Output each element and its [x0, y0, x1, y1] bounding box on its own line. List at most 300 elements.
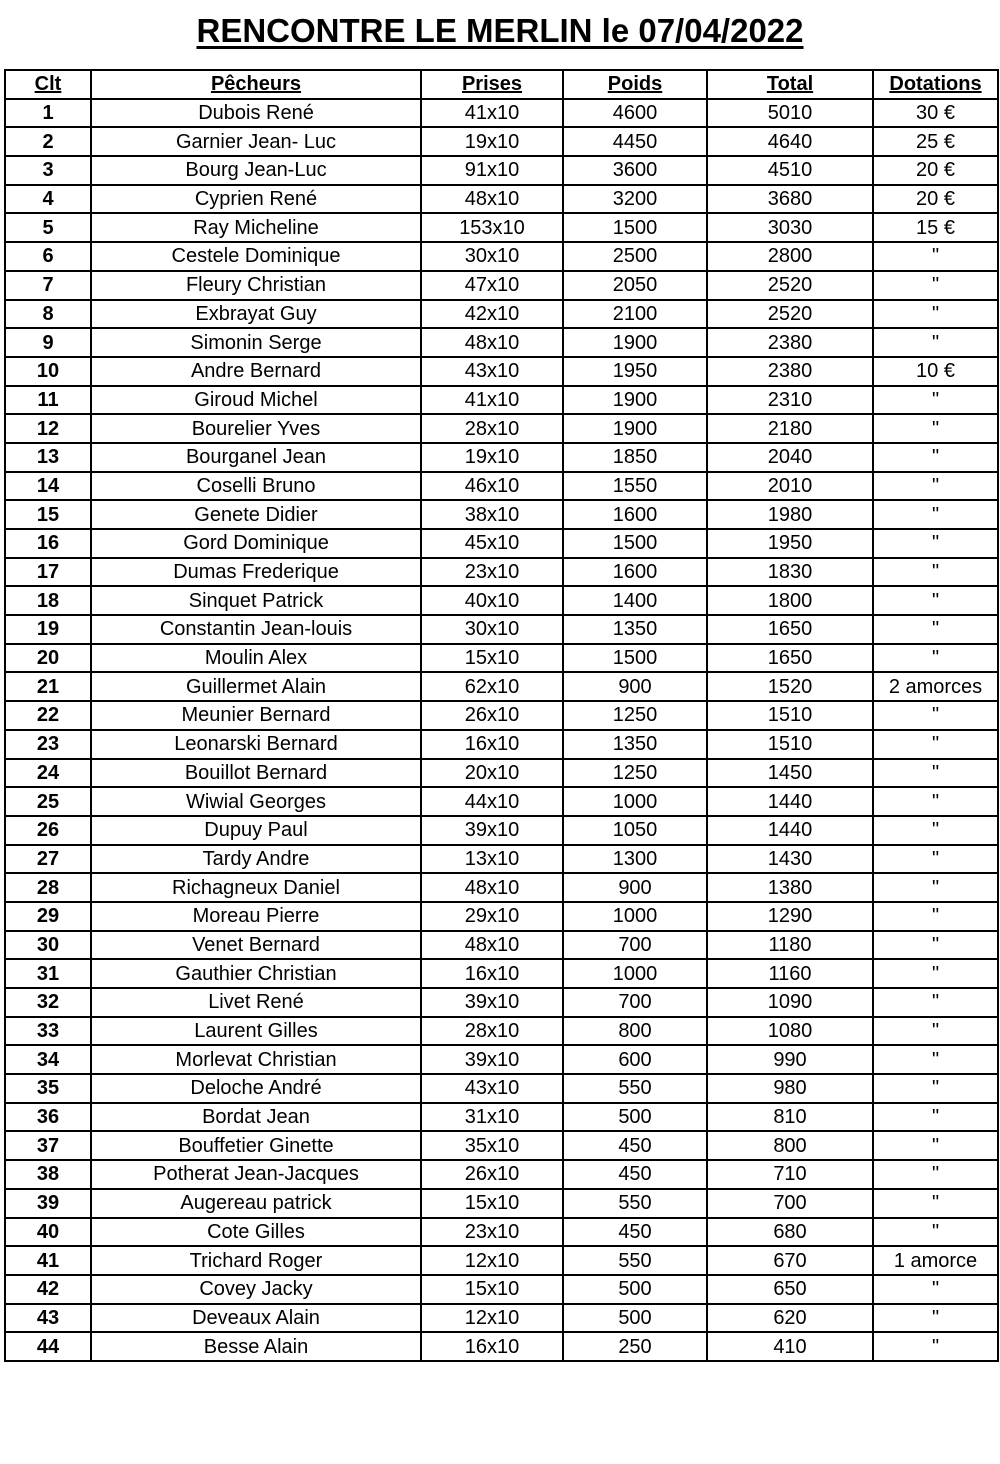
- clt-cell: 39: [5, 1189, 91, 1218]
- dotation-cell: 20 €: [873, 185, 998, 214]
- total-cell: 1080: [707, 1017, 873, 1046]
- clt-cell: 17: [5, 558, 91, 587]
- pecheur-name-cell: Richagneux Daniel: [91, 873, 421, 902]
- total-cell: 1290: [707, 902, 873, 931]
- column-header-pecheurs: Pêcheurs: [91, 70, 421, 99]
- header-row: [5, 70, 998, 99]
- poids-cell: 450: [563, 1160, 707, 1189]
- prises-cell: 45x10: [421, 529, 563, 558]
- results-table: [4, 69, 999, 1362]
- clt-cell: 5: [5, 213, 91, 242]
- clt-cell: 18: [5, 586, 91, 615]
- dotation-cell: 30 €: [873, 99, 998, 128]
- total-cell: 2380: [707, 328, 873, 357]
- dotation-cell: ": [873, 1189, 998, 1218]
- clt-cell: 11: [5, 386, 91, 415]
- total-cell: 710: [707, 1160, 873, 1189]
- poids-cell: 2100: [563, 300, 707, 329]
- total-cell: 990: [707, 1045, 873, 1074]
- prises-cell: 28x10: [421, 414, 563, 443]
- clt-cell: 36: [5, 1103, 91, 1132]
- prises-cell: 19x10: [421, 127, 563, 156]
- table-row: [5, 213, 998, 242]
- table-row: [5, 759, 998, 788]
- poids-cell: 1250: [563, 759, 707, 788]
- clt-cell: 26: [5, 816, 91, 845]
- prises-cell: 41x10: [421, 386, 563, 415]
- clt-cell: 25: [5, 787, 91, 816]
- pecheur-name-cell: Dupuy Paul: [91, 816, 421, 845]
- clt-cell: 14: [5, 472, 91, 501]
- clt-cell: 19: [5, 615, 91, 644]
- clt-cell: 32: [5, 988, 91, 1017]
- total-cell: 650: [707, 1275, 873, 1304]
- total-cell: 2380: [707, 357, 873, 386]
- table-row: [5, 414, 998, 443]
- prises-cell: 16x10: [421, 730, 563, 759]
- table-row: [5, 386, 998, 415]
- total-cell: 2520: [707, 300, 873, 329]
- poids-cell: 4600: [563, 99, 707, 128]
- prises-cell: 16x10: [421, 1332, 563, 1361]
- total-cell: 1090: [707, 988, 873, 1017]
- clt-cell: 15: [5, 500, 91, 529]
- clt-cell: 41: [5, 1246, 91, 1275]
- table-row: [5, 1246, 998, 1275]
- clt-cell: 27: [5, 845, 91, 874]
- dotation-cell: 20 €: [873, 156, 998, 185]
- prises-cell: 48x10: [421, 931, 563, 960]
- prises-cell: 41x10: [421, 99, 563, 128]
- prises-cell: 39x10: [421, 988, 563, 1017]
- dotation-cell: ": [873, 988, 998, 1017]
- poids-cell: 700: [563, 931, 707, 960]
- poids-cell: 3600: [563, 156, 707, 185]
- table-row: [5, 816, 998, 845]
- clt-cell: 3: [5, 156, 91, 185]
- poids-cell: 900: [563, 672, 707, 701]
- dotation-cell: ": [873, 959, 998, 988]
- total-cell: 4640: [707, 127, 873, 156]
- pecheur-name-cell: Moulin Alex: [91, 644, 421, 673]
- dotation-cell: ": [873, 816, 998, 845]
- poids-cell: 1000: [563, 959, 707, 988]
- total-cell: 1650: [707, 644, 873, 673]
- pecheur-name-cell: Augereau patrick: [91, 1189, 421, 1218]
- pecheur-name-cell: Gauthier Christian: [91, 959, 421, 988]
- total-cell: 5010: [707, 99, 873, 128]
- column-header-poids: Poids: [563, 70, 707, 99]
- pecheur-name-cell: Sinquet Patrick: [91, 586, 421, 615]
- table-row: [5, 902, 998, 931]
- pecheur-name-cell: Tardy Andre: [91, 845, 421, 874]
- prises-cell: 43x10: [421, 357, 563, 386]
- poids-cell: 550: [563, 1074, 707, 1103]
- table-row: [5, 1103, 998, 1132]
- clt-cell: 23: [5, 730, 91, 759]
- total-cell: 1450: [707, 759, 873, 788]
- prises-cell: 26x10: [421, 701, 563, 730]
- dotation-cell: 2 amorces: [873, 672, 998, 701]
- dotation-cell: ": [873, 558, 998, 587]
- poids-cell: 1850: [563, 443, 707, 472]
- dotation-cell: ": [873, 472, 998, 501]
- poids-cell: 550: [563, 1189, 707, 1218]
- dotation-cell: ": [873, 787, 998, 816]
- dotation-cell: ": [873, 1103, 998, 1132]
- dotation-cell: ": [873, 1074, 998, 1103]
- poids-cell: 500: [563, 1275, 707, 1304]
- prises-cell: 26x10: [421, 1160, 563, 1189]
- clt-cell: 22: [5, 701, 91, 730]
- prises-cell: 44x10: [421, 787, 563, 816]
- table-row: [5, 730, 998, 759]
- dotation-cell: 15 €: [873, 213, 998, 242]
- clt-cell: 13: [5, 443, 91, 472]
- table-row: [5, 443, 998, 472]
- dotation-cell: ": [873, 586, 998, 615]
- total-cell: 1430: [707, 845, 873, 874]
- pecheur-name-cell: Giroud Michel: [91, 386, 421, 415]
- table-row: [5, 127, 998, 156]
- pecheur-name-cell: Exbrayat Guy: [91, 300, 421, 329]
- dotation-cell: ": [873, 615, 998, 644]
- prises-cell: 153x10: [421, 213, 563, 242]
- prises-cell: 46x10: [421, 472, 563, 501]
- pecheur-name-cell: Andre Bernard: [91, 357, 421, 386]
- poids-cell: 1400: [563, 586, 707, 615]
- pecheur-name-cell: Meunier Bernard: [91, 701, 421, 730]
- dotation-cell: ": [873, 1332, 998, 1361]
- total-cell: 1380: [707, 873, 873, 902]
- table-row: [5, 959, 998, 988]
- dotation-cell: ": [873, 644, 998, 673]
- total-cell: 1160: [707, 959, 873, 988]
- dotation-cell: ": [873, 242, 998, 271]
- total-cell: 800: [707, 1131, 873, 1160]
- pecheur-name-cell: Bordat Jean: [91, 1103, 421, 1132]
- total-cell: 1980: [707, 500, 873, 529]
- dotation-cell: ": [873, 1275, 998, 1304]
- dotation-cell: ": [873, 500, 998, 529]
- prises-cell: 43x10: [421, 1074, 563, 1103]
- pecheur-name-cell: Deveaux Alain: [91, 1304, 421, 1333]
- dotation-cell: ": [873, 902, 998, 931]
- prises-cell: 47x10: [421, 271, 563, 300]
- poids-cell: 700: [563, 988, 707, 1017]
- pecheur-name-cell: Besse Alain: [91, 1332, 421, 1361]
- poids-cell: 1350: [563, 730, 707, 759]
- clt-cell: 6: [5, 242, 91, 271]
- table-row: [5, 242, 998, 271]
- pecheur-name-cell: Guillermet Alain: [91, 672, 421, 701]
- pecheur-name-cell: Fleury Christian: [91, 271, 421, 300]
- dotation-cell: ": [873, 1045, 998, 1074]
- poids-cell: 1600: [563, 500, 707, 529]
- poids-cell: 1900: [563, 386, 707, 415]
- table-row: [5, 1045, 998, 1074]
- clt-cell: 2: [5, 127, 91, 156]
- pecheur-name-cell: Cote Gilles: [91, 1218, 421, 1247]
- total-cell: 1950: [707, 529, 873, 558]
- pecheur-name-cell: Cyprien René: [91, 185, 421, 214]
- clt-cell: 9: [5, 328, 91, 357]
- total-cell: 3030: [707, 213, 873, 242]
- pecheur-name-cell: Bourganel Jean: [91, 443, 421, 472]
- prises-cell: 48x10: [421, 328, 563, 357]
- clt-cell: 16: [5, 529, 91, 558]
- total-cell: 680: [707, 1218, 873, 1247]
- table-row: [5, 1160, 998, 1189]
- poids-cell: 250: [563, 1332, 707, 1361]
- prises-cell: 28x10: [421, 1017, 563, 1046]
- column-header-dotations: Dotations: [873, 70, 998, 99]
- pecheur-name-cell: Coselli Bruno: [91, 472, 421, 501]
- clt-cell: 1: [5, 99, 91, 128]
- prises-cell: 39x10: [421, 816, 563, 845]
- table-row: [5, 672, 998, 701]
- total-cell: 620: [707, 1304, 873, 1333]
- table-row: [5, 644, 998, 673]
- pecheur-name-cell: Venet Bernard: [91, 931, 421, 960]
- prises-cell: 15x10: [421, 1275, 563, 1304]
- prises-cell: 31x10: [421, 1103, 563, 1132]
- poids-cell: 2500: [563, 242, 707, 271]
- pecheur-name-cell: Genete Didier: [91, 500, 421, 529]
- dotation-cell: ": [873, 873, 998, 902]
- clt-cell: 21: [5, 672, 91, 701]
- total-cell: 1440: [707, 816, 873, 845]
- prises-cell: 16x10: [421, 959, 563, 988]
- dotation-cell: 10 €: [873, 357, 998, 386]
- clt-cell: 28: [5, 873, 91, 902]
- pecheur-name-cell: Garnier Jean- Luc: [91, 127, 421, 156]
- total-cell: 410: [707, 1332, 873, 1361]
- table-row: [5, 1218, 998, 1247]
- dotation-cell: ": [873, 931, 998, 960]
- pecheur-name-cell: Constantin Jean-louis: [91, 615, 421, 644]
- dotation-cell: ": [873, 328, 998, 357]
- clt-cell: 35: [5, 1074, 91, 1103]
- dotation-cell: ": [873, 1131, 998, 1160]
- clt-cell: 42: [5, 1275, 91, 1304]
- pecheur-name-cell: Dumas Frederique: [91, 558, 421, 587]
- table-row: [5, 1332, 998, 1361]
- total-cell: 2010: [707, 472, 873, 501]
- table-row: [5, 931, 998, 960]
- table-row: [5, 988, 998, 1017]
- pecheur-name-cell: Dubois René: [91, 99, 421, 128]
- dotation-cell: ": [873, 845, 998, 874]
- total-cell: 1440: [707, 787, 873, 816]
- poids-cell: 1550: [563, 472, 707, 501]
- clt-cell: 4: [5, 185, 91, 214]
- poids-cell: 900: [563, 873, 707, 902]
- clt-cell: 8: [5, 300, 91, 329]
- total-cell: 1650: [707, 615, 873, 644]
- table-row: [5, 472, 998, 501]
- prises-cell: 23x10: [421, 1218, 563, 1247]
- total-cell: 980: [707, 1074, 873, 1103]
- prises-cell: 39x10: [421, 1045, 563, 1074]
- dotation-cell: ": [873, 730, 998, 759]
- poids-cell: 800: [563, 1017, 707, 1046]
- total-cell: 1510: [707, 701, 873, 730]
- column-header-total: Total: [707, 70, 873, 99]
- dotation-cell: ": [873, 1017, 998, 1046]
- poids-cell: 1050: [563, 816, 707, 845]
- pecheur-name-cell: Laurent Gilles: [91, 1017, 421, 1046]
- dotation-cell: ": [873, 1304, 998, 1333]
- clt-cell: 7: [5, 271, 91, 300]
- poids-cell: 1300: [563, 845, 707, 874]
- prises-cell: 42x10: [421, 300, 563, 329]
- column-header-clt: Clt: [5, 70, 91, 99]
- table-row: [5, 1304, 998, 1333]
- prises-cell: 30x10: [421, 615, 563, 644]
- prises-cell: 91x10: [421, 156, 563, 185]
- clt-cell: 43: [5, 1304, 91, 1333]
- poids-cell: 1350: [563, 615, 707, 644]
- pecheur-name-cell: Bourelier Yves: [91, 414, 421, 443]
- table-row: [5, 328, 998, 357]
- poids-cell: 4450: [563, 127, 707, 156]
- table-row: [5, 873, 998, 902]
- prises-cell: 48x10: [421, 185, 563, 214]
- table-row: [5, 1275, 998, 1304]
- total-cell: 670: [707, 1246, 873, 1275]
- total-cell: 1800: [707, 586, 873, 615]
- poids-cell: 500: [563, 1304, 707, 1333]
- poids-cell: 3200: [563, 185, 707, 214]
- prises-cell: 13x10: [421, 845, 563, 874]
- prises-cell: 15x10: [421, 1189, 563, 1218]
- dotation-cell: ": [873, 759, 998, 788]
- pecheur-name-cell: Leonarski Bernard: [91, 730, 421, 759]
- dotation-cell: 25 €: [873, 127, 998, 156]
- table-row: [5, 357, 998, 386]
- dotation-cell: ": [873, 1218, 998, 1247]
- pecheur-name-cell: Covey Jacky: [91, 1275, 421, 1304]
- table-row: [5, 845, 998, 874]
- pecheur-name-cell: Bouffetier Ginette: [91, 1131, 421, 1160]
- prises-cell: 12x10: [421, 1246, 563, 1275]
- pecheur-name-cell: Morlevat Christian: [91, 1045, 421, 1074]
- prises-cell: 30x10: [421, 242, 563, 271]
- clt-cell: 31: [5, 959, 91, 988]
- total-cell: 1510: [707, 730, 873, 759]
- table-row: [5, 271, 998, 300]
- poids-cell: 1950: [563, 357, 707, 386]
- total-cell: 810: [707, 1103, 873, 1132]
- pecheur-name-cell: Bourg Jean-Luc: [91, 156, 421, 185]
- total-cell: 3680: [707, 185, 873, 214]
- table-row: [5, 787, 998, 816]
- dotation-cell: ": [873, 443, 998, 472]
- clt-cell: 34: [5, 1045, 91, 1074]
- dotation-cell: ": [873, 1160, 998, 1189]
- poids-cell: 1900: [563, 328, 707, 357]
- prises-cell: 48x10: [421, 873, 563, 902]
- prises-cell: 15x10: [421, 644, 563, 673]
- table-row: [5, 615, 998, 644]
- dotation-cell: 1 amorce: [873, 1246, 998, 1275]
- table-row: [5, 156, 998, 185]
- poids-cell: 1500: [563, 529, 707, 558]
- pecheur-name-cell: Potherat Jean-Jacques: [91, 1160, 421, 1189]
- prises-cell: 20x10: [421, 759, 563, 788]
- poids-cell: 1600: [563, 558, 707, 587]
- table-row: [5, 1074, 998, 1103]
- clt-cell: 30: [5, 931, 91, 960]
- pecheur-name-cell: Trichard Roger: [91, 1246, 421, 1275]
- table-row: [5, 99, 998, 128]
- table-row: [5, 529, 998, 558]
- dotation-cell: ": [873, 271, 998, 300]
- total-cell: 2520: [707, 271, 873, 300]
- total-cell: 1520: [707, 672, 873, 701]
- prises-cell: 12x10: [421, 1304, 563, 1333]
- clt-cell: 37: [5, 1131, 91, 1160]
- poids-cell: 550: [563, 1246, 707, 1275]
- poids-cell: 1000: [563, 787, 707, 816]
- prises-cell: 35x10: [421, 1131, 563, 1160]
- dotation-cell: ": [873, 300, 998, 329]
- clt-cell: 29: [5, 902, 91, 931]
- pecheur-name-cell: Deloche André: [91, 1074, 421, 1103]
- pecheur-name-cell: Livet René: [91, 988, 421, 1017]
- dotation-cell: ": [873, 701, 998, 730]
- poids-cell: 1500: [563, 213, 707, 242]
- poids-cell: 450: [563, 1218, 707, 1247]
- clt-cell: 33: [5, 1017, 91, 1046]
- clt-cell: 44: [5, 1332, 91, 1361]
- clt-cell: 12: [5, 414, 91, 443]
- pecheur-name-cell: Bouillot Bernard: [91, 759, 421, 788]
- clt-cell: 10: [5, 357, 91, 386]
- poids-cell: 450: [563, 1131, 707, 1160]
- prises-cell: 23x10: [421, 558, 563, 587]
- table-row: [5, 1189, 998, 1218]
- poids-cell: 1250: [563, 701, 707, 730]
- poids-cell: 500: [563, 1103, 707, 1132]
- results-body: [5, 99, 998, 1361]
- poids-cell: 2050: [563, 271, 707, 300]
- table-row: [5, 586, 998, 615]
- total-cell: 2040: [707, 443, 873, 472]
- clt-cell: 40: [5, 1218, 91, 1247]
- pecheur-name-cell: Moreau Pierre: [91, 902, 421, 931]
- total-cell: 1830: [707, 558, 873, 587]
- pecheur-name-cell: Simonin Serge: [91, 328, 421, 357]
- dotation-cell: ": [873, 414, 998, 443]
- pecheur-name-cell: Cestele Dominique: [91, 242, 421, 271]
- table-row: [5, 500, 998, 529]
- total-cell: 4510: [707, 156, 873, 185]
- prises-cell: 40x10: [421, 586, 563, 615]
- column-header-prises: Prises: [421, 70, 563, 99]
- prises-cell: 19x10: [421, 443, 563, 472]
- poids-cell: 600: [563, 1045, 707, 1074]
- table-row: [5, 701, 998, 730]
- total-cell: 2800: [707, 242, 873, 271]
- document-title: RENCONTRE LE MERLIN le 07/04/2022: [196, 12, 804, 49]
- pecheur-name-cell: Gord Dominique: [91, 529, 421, 558]
- total-cell: 2180: [707, 414, 873, 443]
- dotation-cell: ": [873, 529, 998, 558]
- pecheur-name-cell: Ray Micheline: [91, 213, 421, 242]
- table-row: [5, 1131, 998, 1160]
